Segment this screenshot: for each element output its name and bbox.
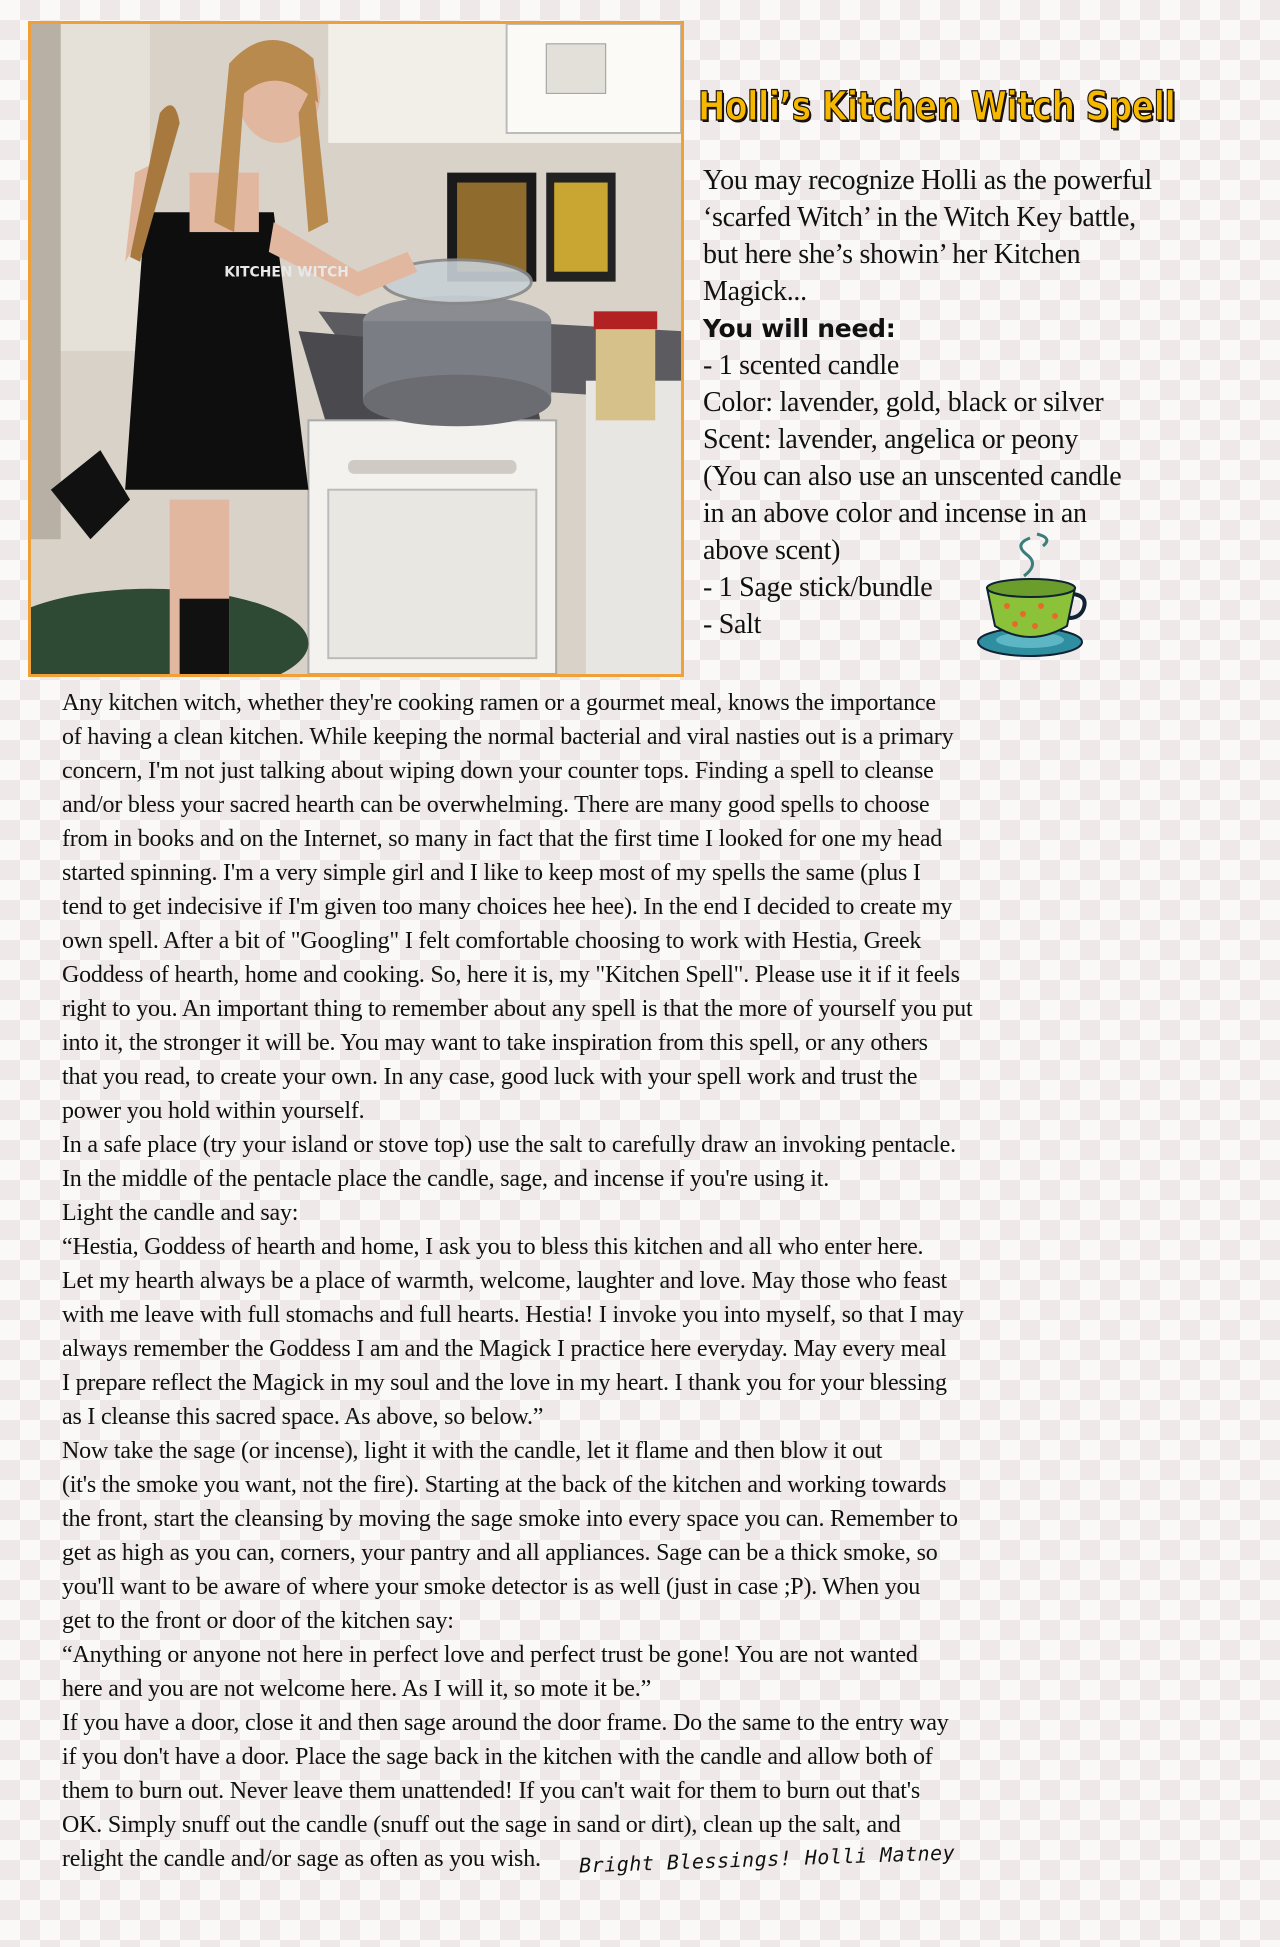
body-line: tend to get indecisive if I'm given too many choices hee hee). In the end I decided to create my (62, 894, 953, 920)
you-will-need-heading: You will need: (703, 314, 896, 343)
signature: Bright Blessings! Holli Matney (578, 1840, 956, 1878)
body-line: get to the front or door of the kitchen say: (62, 1608, 454, 1634)
spell-body (62, 686, 1182, 1876)
body-line: If you have a door, close it and then sage around the door frame. Do the same to the entry way (62, 1710, 949, 1736)
body-line: (it's the smoke you want, not the fire). Starting at the back of the kitchen and working towards (62, 1472, 947, 1498)
apron-text: KITCHEN WITCH (224, 264, 349, 281)
body-line: own spell. After a bit of "Googling" I felt comfortable choosing to work with Hestia, Greek (62, 928, 922, 954)
body-line: and/or bless your sacred hearth can be overwhelming. There are many good spells to choose (62, 792, 930, 818)
supply-line: - 1 Sage stick/bundle (703, 572, 933, 603)
body-line: Light the candle and say: (62, 1200, 299, 1226)
body-line: In the middle of the pentacle place the candle, sage, and incense if you're using it. (62, 1166, 830, 1192)
body-line: Let my hearth always be a place of warmth, welcome, laughter and love. May those who feast (62, 1268, 948, 1294)
intro-line: You may recognize Holli as the powerful (703, 165, 1152, 196)
body-line: from in books and on the Internet, so many in fact that the first time I looked for one my head (62, 826, 943, 852)
body-line: that you read, to create your own. In any case, good luck with your spell work and trust the (62, 1064, 918, 1090)
supply-line: above scent) (703, 535, 841, 566)
body-line: “Hestia, Goddess of hearth and home, I ask you to bless this kitchen and all who enter here. (62, 1234, 924, 1260)
body-line: with me leave with full stomachs and full hearts. Hestia! I invoke you into myself, so that I may (62, 1302, 964, 1328)
body-line: as I cleanse this sacred space. As above, so below.” (62, 1404, 544, 1430)
supply-line: in an above color and incense in an (703, 498, 1087, 529)
body-line: Now take the sage (or incense), light it with the candle, let it flame and then blow it out (62, 1438, 883, 1464)
body-line: into it, the stronger it will be. You may want to take inspiration from this spell, or any others (62, 1030, 928, 1056)
intro-line: ‘scarfed Witch’ in the Witch Key battle, (703, 202, 1136, 233)
body-line: the front, start the cleansing by moving the sage smoke into every space you can. Remember to (62, 1506, 958, 1532)
intro-line: Magick... (703, 276, 807, 307)
supply-line: Color: lavender, gold, black or silver (703, 387, 1104, 418)
body-line: Goddess of hearth, home and cooking. So, here it is, my "Kitchen Spell". Please use it if it feels (62, 962, 960, 988)
body-line: get as high as you can, corners, your pantry and all appliances. Sage can be a thick smoke, so (62, 1540, 938, 1566)
teacup-icon (975, 530, 1090, 660)
supply-line: Scent: lavender, angelica or peony (703, 424, 1079, 455)
body-line: here and you are not welcome here. As I will it, so mote it be.” (62, 1676, 652, 1702)
body-line: right to you. An important thing to remember about any spell is that the more of yourself you put (62, 996, 973, 1022)
body-line: OK. Simply snuff out the candle (snuff out the sage in sand or dirt), clean up the salt, and (62, 1812, 901, 1838)
body-line: of having a clean kitchen. While keeping the normal bacterial and viral nasties out is a primary (62, 724, 954, 750)
body-line: power you hold within yourself. (62, 1098, 365, 1124)
kitchen-photo (28, 21, 684, 677)
body-line: relight the candle and/or sage as often as you wish. (62, 1846, 541, 1872)
supply-line: - 1 scented candle (703, 350, 899, 381)
body-line: them to burn out. Never leave them unattended! If you can't wait for them to burn out that's (62, 1778, 920, 1804)
body-line: Any kitchen witch, whether they're cooking ramen or a gourmet meal, knows the importance (62, 690, 936, 716)
supply-line: - Salt (703, 609, 762, 640)
intro-block (703, 162, 1243, 643)
body-line: you'll want to be aware of where your smoke detector is as well (just in case ;P). When you (62, 1574, 921, 1600)
intro-line: but here she’s showin’ her Kitchen (703, 239, 1081, 270)
page-title: Holli’s Kitchen Witch Spell (698, 84, 1176, 130)
body-line: if you don't have a door. Place the sage back in the kitchen with the candle and allow both of (62, 1744, 933, 1770)
body-line: started spinning. I'm a very simple girl and I like to keep most of my spells the same (plus I (62, 860, 921, 886)
body-line: concern, I'm not just talking about wiping down your counter tops. Finding a spell to cleanse (62, 758, 934, 784)
kitchen-photo-illustration (31, 24, 681, 674)
body-line: I prepare reflect the Magick in my soul and the love in my heart. I thank you for your blessing (62, 1370, 947, 1396)
body-line: In a safe place (try your island or stove top) use the salt to carefully draw an invoking pentacle. (62, 1132, 956, 1158)
supply-line: (You can also use an unscented candle (703, 461, 1122, 492)
body-last-line (62, 1842, 1182, 1876)
body-line: “Anything or anyone not here in perfect love and perfect trust be gone! You are not wanted (62, 1642, 918, 1668)
body-line: always remember the Goddess I am and the Magick I practice here everyday. May every meal (62, 1336, 947, 1362)
